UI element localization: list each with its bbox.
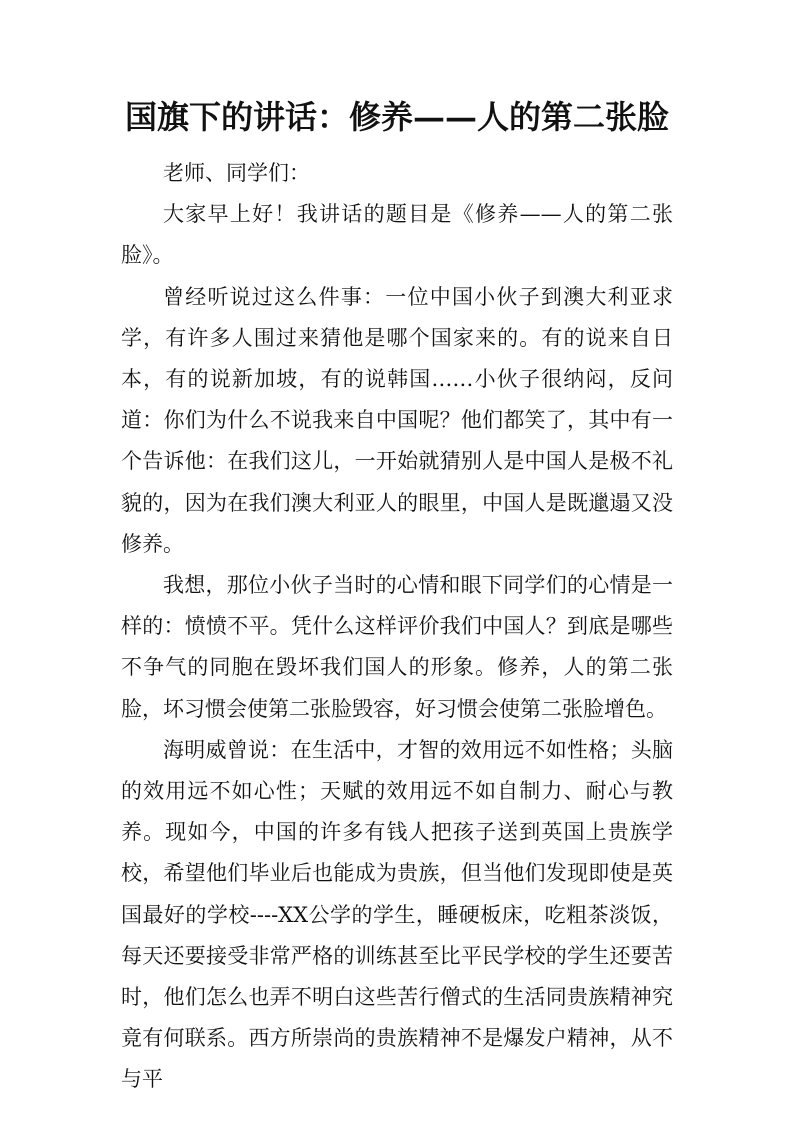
document-body [121,153,673,1101]
paragraph-story: 曾经听说过这么件事：一位中国小伙子到澳大利亚求学，有许多人围过来猜他是哪个国家来的。有的说来自日本，有的说新加坡，有的说韩国……小伙子很纳闷，反问道：你们为什么不说我来自中国呢？他们都笑了，其中有一个告诉他：在我们这儿，一开始就猜别人是中国人是极不礼貌的，因为在我们澳大利亚人的眼里，中国人是既邋遢又没修养。 [121,284,673,556]
paragraph-greeting: 老师、同学们： [163,161,310,185]
document-title: 国旗下的讲话：修养——人的第二张脸 [124,98,669,136]
paragraph-intro: 大家早上好！我讲话的题目是《修养——人的第二张脸》。 [121,202,673,268]
paragraph-reflection: 我想，那位小伙子当时的心情和眼下同学们的心情是一样的：愤愤不平。凭什么这样评价我们中国人？到底是哪些不争气的同胞在毁坏我们国人的形象。修养，人的第二张脸，坏习惯会使第二张脸毁容，好习惯会使第二张脸增色。 [121,573,673,721]
paragraph-hemingway: 海明威曾说：在生活中，才智的效用远不如性格；头脑的效用远不如心性；天赋的效用远不如自制力、耐心与教养。现如今，中国的许多有钱人把孩子送到英国上贵族学校，希望他们毕业后也能成为贵族，但当他们发现即使是英国最好的学校----XX公学的学生，睡硬板床，吃粗茶淡饭，每天还要接受非常严格的训练甚至比平民学校的学生还要苦时，他们怎么也弄不明白这些苦行僧式的生活同贵族精神究竟有何联系。西方所崇尚的贵族精神不是爆发户精神，从不与平 [121,737,673,1092]
